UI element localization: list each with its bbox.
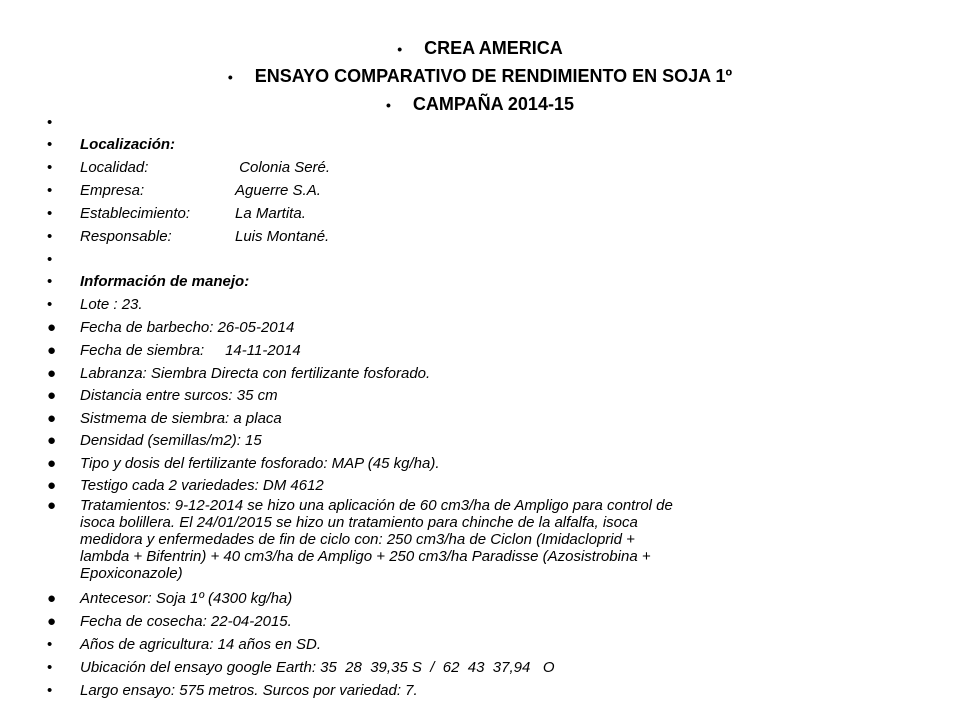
- bullet: •: [386, 97, 391, 113]
- bullet: •: [47, 659, 53, 676]
- item-text: Sistmema de siembra: a placa: [80, 410, 282, 427]
- item-text: Testigo cada 2 variedades: DM 4612: [80, 477, 324, 494]
- bullet: ●: [47, 387, 57, 404]
- item-text: Fecha de siembra: 14-11-2014: [80, 342, 301, 359]
- bullet: ●: [47, 455, 57, 472]
- lote-text: Lote : 23.: [80, 296, 143, 313]
- item-text: Fecha de cosecha: 22-04-2015.: [80, 613, 292, 630]
- heading-text: Información de manejo:: [80, 273, 250, 290]
- item-text: Largo ensayo: 575 metros. Surcos por variedad: 7.: [80, 682, 418, 699]
- item-text: Tipo y dosis del fertilizante fosforado: MAP (45 kg/ha).: [80, 455, 440, 472]
- title-ensayo: [0, 65, 960, 88]
- bullet: •: [47, 682, 53, 699]
- field-value: Colonia Seré.: [235, 159, 331, 176]
- item-text: Densidad (semillas/m2): 15: [80, 432, 262, 449]
- item-text: Años de agricultura: 14 años en SD.: [80, 636, 321, 653]
- bullet: •: [47, 636, 53, 653]
- field-label: Establecimiento:: [80, 205, 191, 222]
- item-text: Antecesor: Soja 1º (4300 kg/ha): [80, 590, 293, 607]
- bullet: ●: [47, 319, 57, 336]
- bullet: ●: [47, 590, 57, 607]
- field-label: Responsable:: [80, 228, 172, 245]
- heading-text: Localización:: [80, 136, 176, 153]
- bullet: •: [47, 228, 53, 245]
- bullet: •: [47, 273, 53, 290]
- bullet: ●: [47, 432, 57, 449]
- bullet: ●: [47, 342, 57, 359]
- field-label: Localidad:: [80, 159, 149, 176]
- title-campana: [0, 93, 960, 116]
- field-value: La Martita.: [235, 205, 306, 222]
- bullet: ●: [47, 477, 57, 494]
- title-text: ENSAYO COMPARATIVO DE RENDIMIENTO EN SOJA 1º: [254, 66, 733, 86]
- bullet: ●: [47, 497, 57, 514]
- field-label: Empresa:: [80, 182, 145, 199]
- bullet: •: [47, 114, 53, 131]
- item-text: Fecha de barbecho: 26-05-2014: [80, 319, 295, 336]
- bullet: •: [397, 41, 403, 57]
- field-value: Luis Montané.: [235, 228, 330, 245]
- bullet: •: [47, 205, 53, 222]
- bullet: •: [47, 182, 53, 199]
- bullet: •: [47, 296, 53, 313]
- title-text: CREA AMERICA: [424, 38, 563, 58]
- bullet: •: [47, 136, 53, 153]
- bullet: •: [47, 251, 53, 268]
- item-text: Ubicación del ensayo google Earth: 35 28 39,35 S / 62 43 37,94 O: [80, 659, 555, 676]
- field-value: Aguerre S.A.: [235, 182, 321, 199]
- title-crea: [0, 37, 960, 60]
- bullet: ●: [47, 410, 57, 427]
- bullet: ●: [47, 613, 57, 630]
- bullet: ●: [47, 365, 57, 382]
- item-text: Labranza: Siembra Directa con fertilizante fosforado.: [80, 365, 431, 382]
- title-text: CAMPAÑA 2014-15: [412, 94, 574, 114]
- bullet: •: [227, 69, 233, 85]
- bullet: •: [47, 159, 53, 176]
- item-text: Tratamientos: 9-12-2014 se hizo una aplicación de 60 cm3/ha de Ampligo para control de isoca bolillera. El 24/01/2015 se hizo un tratamiento para chinche de la alfalfa, isoca medidora y enfermedades de fin de ciclo con: 250 cm3/ha de Ciclon (Imidacloprid + lambda + Bifentrin) + 40 cm3/ha de Ampligo + 250 cm3/ha Paradisse (Azosistrobina + Epoxiconazole): [80, 497, 673, 582]
- item-text: Distancia entre surcos: 35 cm: [80, 387, 278, 404]
